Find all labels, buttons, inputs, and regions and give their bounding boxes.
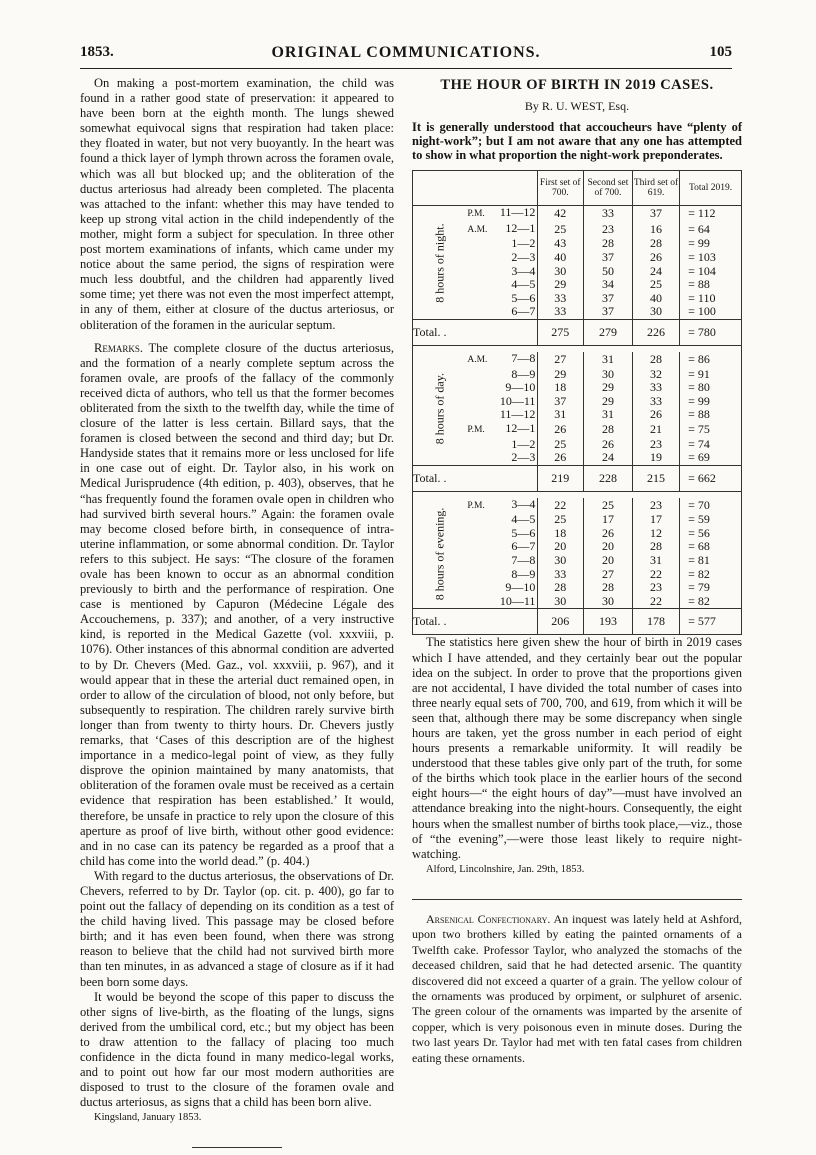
left-signoff: Kingsland, January 1853. (94, 1112, 202, 1124)
hour-range: 6—7 (511, 304, 536, 319)
hour-cell (467, 438, 537, 452)
header-blank-1 (413, 171, 468, 206)
statistics-paragraph: The statistics here given shew the hour of birth in 2019 cases which I have attended, and they certainly bear out the popular idea on the subject. In order to prove that the proportions given are not accidental, I have divided the total number of cases into three nearly equal sets of 700, 700, and 619, from which it will be seen that, although there may be some discrepancy when single hours are taken, yet the gross number in each period of eight hours presents a remarkable uniformity. It will readily be understood that these tables give only part of the truth, for some of the births which took place in the earlier hours of the second eight hours—“ the eight hours of day”—must have involved an attendance breaking into the night-hours. Consequently, the eight hours when the smallest number of births took place,—viz., those of “the evening”,—were those least likely to require night-watching. (412, 635, 742, 861)
count-cell: 37 (537, 395, 583, 409)
arsenic-text: An inquest was lately held at Ashford, upon two brothers killed by eating the painted ornaments of a Twelfth cake. Professor Taylor, who analyzed the stomachs of the deceased children, said that he had detected arsenic. The quantity discovered did not exceed a quarter of a grain. The yellow colour of the ornaments was produced by orpiment, or sulphuret of arsenic. The green colour of the ornaments was imparted by the arsenite of copper, which is very poisonous even in minute doses. During the two last years Dr. Taylor had met with ten fatal cases from children eating these ornaments. (412, 911, 742, 1065)
hour-cell (467, 408, 537, 422)
hour-range: 7—8 (511, 553, 536, 568)
count-cell: 26 (632, 408, 679, 422)
arsenic-label: Arsenical Confectionary. (426, 911, 551, 926)
total-count-cell: 178 (632, 609, 679, 635)
grand-total-cell: = 780 (680, 319, 742, 345)
count-cell: 33 (583, 206, 632, 222)
article-byline: By R. U. WEST, Esq. (524, 99, 630, 114)
total-count-cell: 206 (537, 609, 583, 635)
hour-cell (467, 368, 537, 382)
am-pm-label: P.M. (467, 424, 485, 435)
total-cell: = 70 (680, 498, 742, 514)
hour-cell (467, 527, 537, 541)
total-cell: = 88 (680, 278, 742, 292)
table-total-row (413, 465, 742, 491)
count-cell: 28 (632, 352, 679, 368)
count-cell: 23 (632, 581, 679, 595)
hour-cell (467, 206, 537, 222)
count-cell: 19 (632, 451, 679, 465)
header-second-set: Second set of 700. (583, 171, 632, 206)
count-cell: 31 (632, 554, 679, 568)
count-cell: 30 (537, 554, 583, 568)
hour-cell (467, 265, 537, 279)
count-cell: 28 (632, 540, 679, 554)
grand-total-cell: = 662 (680, 465, 742, 491)
count-cell: 25 (583, 498, 632, 514)
total-cell: = 68 (680, 540, 742, 554)
count-cell: 22 (632, 568, 679, 582)
count-cell: 31 (537, 408, 583, 422)
count-cell: 26 (583, 527, 632, 541)
count-cell: 33 (632, 395, 679, 409)
count-cell: 22 (632, 595, 679, 609)
hour-cell (467, 292, 537, 306)
count-cell: 31 (583, 408, 632, 422)
hour-range: 5—6 (511, 525, 536, 540)
count-cell: 28 (537, 581, 583, 595)
article-place-date: Alford, Lincolnshire, Jan. 29th, 1853. (426, 863, 585, 875)
table-row (413, 498, 742, 514)
total-count-cell: 215 (632, 465, 679, 491)
hour-range: 2—3 (511, 249, 536, 264)
count-cell: 25 (537, 438, 583, 452)
remarks-text: The complete closure of the ductus arteriosus, and the formation of a nearly complete septum across the foramen ovale, are proofs of the fallacy of the commonly received dicta of authors, who tell us that the former becomes obliterated from the sixth to the twelfth day, while the time of closure of the latter is less certain. Billard says, that the foramen is closed between the second and third day; but Dr. Handyside states that it remains more or less unclosed for life in one case out of eight. Dr. Taylor also, in his work on Medical Jurisprudence (4th edition, p. 403), observes, that he “has frequently found the foramen ovale open in children who had survived birth several hours.” Again: the foramen ovale may become closed before birth, in consequence of intra-uterine inflammation, or some abnormal condition. Dr. Taylor refers to this subject. He says: “The closure of the foramen ovale has been known to occur as an abnormal condition previously to birth and the performance of respiration. One case is mentioned by Capuron (Médecine Légale des Accouchemens, p. 337); and another, of a very instructive kind, is reported in the Medical Gazette (vol. xxxviii, p. 1076). Other instances of this abnormal condition are adverted to by Dr. Chevers (Med. Gaz., vol. xxxviii, p. 967), and it would appear that in these the arterial duct remained open, in order to allow of the circulation of blood, not only before, but subsequently to respiration. The children rarely survive birth longer than from twenty to thirty hours. Dr. Chevers justly remarks, that ‘Cases of this description are of the highest importance in a medico-legal point of view, as they fully disprove the opinion maintained by many anatomists, that obliteration of the foramen ovale must be received as a certain evidence that respiration has been established.’ It would, therefore, be unsafe in practice to rely upon the closure of this aperture as proof of live birth, without other good evidence: and in no case can its patency be regarded as a proof that a child has come into the world dead.” (p. 404.) (80, 340, 394, 868)
count-cell: 28 (632, 237, 679, 251)
total-cell: = 75 (680, 422, 742, 438)
count-cell: 37 (583, 292, 632, 306)
count-cell: 28 (583, 581, 632, 595)
count-cell: 30 (583, 595, 632, 609)
hour-range: 11—12 (499, 205, 536, 220)
total-cell: = 110 (680, 292, 742, 306)
count-cell: 29 (537, 368, 583, 382)
total-count-cell: 228 (583, 465, 632, 491)
hour-cell (467, 395, 537, 409)
hour-cell (467, 554, 537, 568)
count-cell: 22 (537, 498, 583, 514)
count-cell: 25 (537, 222, 583, 238)
hour-range: 8—9 (511, 566, 536, 581)
total-cell: = 100 (680, 305, 742, 319)
hour-range: 2—3 (511, 450, 536, 465)
left-paragraph-1: On making a post-mortem examination, the child was found in a rather good state of preservation: it appeared to have been born at the eighth month. The lungs shewed somewhat equivocal signs that respiration had taken place: they floated in water, but not very buoyantly. In the heart was found a thick layer of lymph thrown across the foramen ovale, which was all but blocked up; and the obliteration of the ductus arteriosus had already been completed. The placenta was attached to the infant: whether this may have tended to keep up strong vital action in the child independently of the mother, might form a subject for speculation. In three other post mortem examinations of infants, which came under my notice about the same period, the signs of respiration were much less doubtful, and the children had apparently lived some time; yet there was not even the most imperfect attempt, in any of them, either at closure of the ductus arteriosus, or obliteration of the foramen in the auricular septum. (80, 76, 394, 332)
hour-range: 3—4 (511, 496, 536, 511)
left-paragraph-4: It would be beyond the scope of this paper to discuss the other signs of live-birth, as the floating of the lungs, signs derived from the umbilical cord, etc.; but my object has been to draw attention to the fallacy of placing too much confidence in the dicta found in many medico-legal works, and to point out how far our most modern authorities are disposed to trust to the closure of the foramen ovale and ductus arteriosus, as signs that a child has been born alive. (80, 989, 394, 1110)
hour-range: 7—8 (511, 350, 536, 365)
count-cell: 34 (583, 278, 632, 292)
remarks-label: Remarks. (94, 340, 143, 355)
total-cell: = 81 (680, 554, 742, 568)
count-cell: 29 (583, 381, 632, 395)
total-cell: = 99 (680, 395, 742, 409)
count-cell: 12 (632, 527, 679, 541)
hour-range: 12—1 (505, 420, 536, 435)
count-cell: 37 (632, 206, 679, 222)
total-cell: = 82 (680, 595, 742, 609)
column-end-rule (192, 1147, 282, 1148)
count-cell: 23 (632, 498, 679, 514)
count-cell: 18 (537, 527, 583, 541)
table-body (413, 206, 742, 635)
count-cell: 33 (537, 568, 583, 582)
hour-cell (467, 513, 537, 527)
article-intro (412, 120, 742, 162)
section-rule (412, 899, 742, 900)
count-cell: 40 (632, 292, 679, 306)
total-cell: = 56 (680, 527, 742, 541)
hour-cell (467, 222, 537, 238)
table-total-row (413, 609, 742, 635)
total-cell: = 69 (680, 451, 742, 465)
header-third-set: Third set of 619. (632, 171, 679, 206)
am-pm-label: P.M. (467, 500, 485, 511)
page-header (80, 44, 732, 68)
count-cell: 17 (583, 513, 632, 527)
hour-range: 4—5 (511, 512, 536, 527)
total-cell: = 88 (680, 408, 742, 422)
hour-range: 9—10 (505, 380, 536, 395)
count-cell: 28 (583, 237, 632, 251)
header-total: Total 2019. (680, 171, 742, 206)
count-cell: 26 (583, 438, 632, 452)
count-cell: 20 (583, 554, 632, 568)
hour-range: 11—12 (499, 407, 536, 422)
count-cell: 26 (632, 251, 679, 265)
count-cell: 26 (537, 422, 583, 438)
hour-cell (467, 595, 537, 609)
total-count-cell: 219 (537, 465, 583, 491)
hour-cell (467, 451, 537, 465)
count-cell: 21 (632, 422, 679, 438)
table-header-row (413, 171, 742, 206)
count-cell: 42 (537, 206, 583, 222)
total-cell: = 103 (680, 251, 742, 265)
count-cell: 30 (537, 595, 583, 609)
birth-hour-table (412, 170, 742, 635)
hour-cell (467, 381, 537, 395)
total-label: Total. . (413, 465, 538, 491)
count-cell: 31 (583, 352, 632, 368)
count-cell: 24 (583, 451, 632, 465)
am-pm-label: A.M. (467, 354, 488, 365)
hour-range: 3—4 (511, 263, 536, 278)
count-cell: 33 (537, 292, 583, 306)
grand-total-cell: = 577 (680, 609, 742, 635)
total-label: Total. . (413, 609, 538, 635)
count-cell: 32 (632, 368, 679, 382)
remarks-paragraph (80, 341, 394, 869)
count-cell: 27 (583, 568, 632, 582)
total-count-cell: 275 (537, 319, 583, 345)
group-label: 8 hours of evening. (413, 498, 468, 609)
count-cell: 50 (583, 265, 632, 279)
hour-cell (467, 540, 537, 554)
page-number: 105 (709, 44, 732, 60)
table-row (413, 352, 742, 368)
hour-cell (467, 422, 537, 438)
total-cell: = 82 (680, 568, 742, 582)
am-pm-label: A.M. (467, 224, 488, 235)
left-paragraph-3: With regard to the ductus arteriosus, the observations of Dr. Chevers, referred to by Dr. Taylor (op. cit. p. 400), go far to point out the fallacy of depending on its condition as a test of the child having lived. This passage may be closed before birth; and it has even been found, when there was strong reason to believe that the child had not survived birth more than ten minutes, in as advanced a stage of closure as if it had been born some days. (80, 868, 394, 989)
hour-cell (467, 278, 537, 292)
count-cell: 23 (632, 438, 679, 452)
count-cell: 30 (583, 368, 632, 382)
hour-cell (467, 581, 537, 595)
count-cell: 26 (537, 451, 583, 465)
count-cell: 25 (632, 278, 679, 292)
count-cell: 16 (632, 222, 679, 238)
total-cell: = 104 (680, 265, 742, 279)
am-pm-label: P.M. (467, 209, 485, 220)
count-cell: 37 (583, 251, 632, 265)
count-cell: 40 (537, 251, 583, 265)
count-cell: 23 (583, 222, 632, 238)
hour-cell (467, 237, 537, 251)
hour-cell (467, 305, 537, 319)
count-cell: 29 (583, 395, 632, 409)
total-count-cell: 226 (632, 319, 679, 345)
group-label: 8 hours of day. (413, 352, 468, 465)
count-cell: 33 (537, 305, 583, 319)
header-title: ORIGINAL COMMUNICATIONS. (271, 44, 541, 61)
total-label: Total. . (413, 319, 538, 345)
right-column (412, 78, 742, 1066)
total-cell: = 91 (680, 368, 742, 382)
count-cell: 37 (583, 305, 632, 319)
hour-cell (467, 568, 537, 582)
count-cell: 30 (537, 265, 583, 279)
table-total-row (413, 319, 742, 345)
hour-range: 9—10 (505, 580, 536, 595)
count-cell: 30 (632, 305, 679, 319)
intro-text: It is generally understood that accoucheurs have “plenty of night-work”; but I am not aware that any one has attempted to show in what proportion the night-work preponderates. (412, 120, 742, 163)
arsenic-paragraph (412, 912, 742, 1066)
total-cell: = 79 (680, 581, 742, 595)
count-cell: 43 (537, 237, 583, 251)
count-cell: 18 (537, 381, 583, 395)
hour-range: 4—5 (511, 277, 536, 292)
count-cell: 20 (583, 540, 632, 554)
total-cell: = 59 (680, 513, 742, 527)
hour-range: 1—2 (511, 436, 536, 451)
count-cell: 17 (632, 513, 679, 527)
hour-range: 6—7 (511, 539, 536, 554)
count-cell: 24 (632, 265, 679, 279)
hour-cell (467, 251, 537, 265)
hour-range: 1—2 (511, 236, 536, 251)
count-cell: 33 (632, 381, 679, 395)
total-count-cell: 279 (583, 319, 632, 345)
count-cell: 27 (537, 352, 583, 368)
hour-range: 8—9 (511, 366, 536, 381)
total-cell: = 86 (680, 352, 742, 368)
total-cell: = 80 (680, 381, 742, 395)
total-cell: = 112 (680, 206, 742, 222)
total-cell: = 74 (680, 438, 742, 452)
table-row (413, 206, 742, 222)
count-cell: 29 (537, 278, 583, 292)
hour-range: 10—11 (499, 393, 536, 408)
count-cell: 20 (537, 540, 583, 554)
total-count-cell: 193 (583, 609, 632, 635)
hour-range: 12—1 (505, 220, 536, 235)
header-rule (80, 68, 732, 69)
hour-cell (467, 352, 537, 368)
header-first-set: First set of 700. (537, 171, 583, 206)
group-label: 8 hours of night. (413, 206, 468, 320)
count-cell: 25 (537, 513, 583, 527)
header-blank-2 (467, 171, 537, 206)
left-column (80, 76, 394, 1148)
count-cell: 28 (583, 422, 632, 438)
header-year: 1853. (80, 44, 114, 60)
hour-range: 5—6 (511, 290, 536, 305)
article-title: THE HOUR OF BIRTH IN 2019 CASES. (440, 77, 714, 93)
hour-cell (467, 498, 537, 514)
total-cell: = 64 (680, 222, 742, 238)
hour-range: 10—11 (499, 593, 536, 608)
total-cell: = 99 (680, 237, 742, 251)
